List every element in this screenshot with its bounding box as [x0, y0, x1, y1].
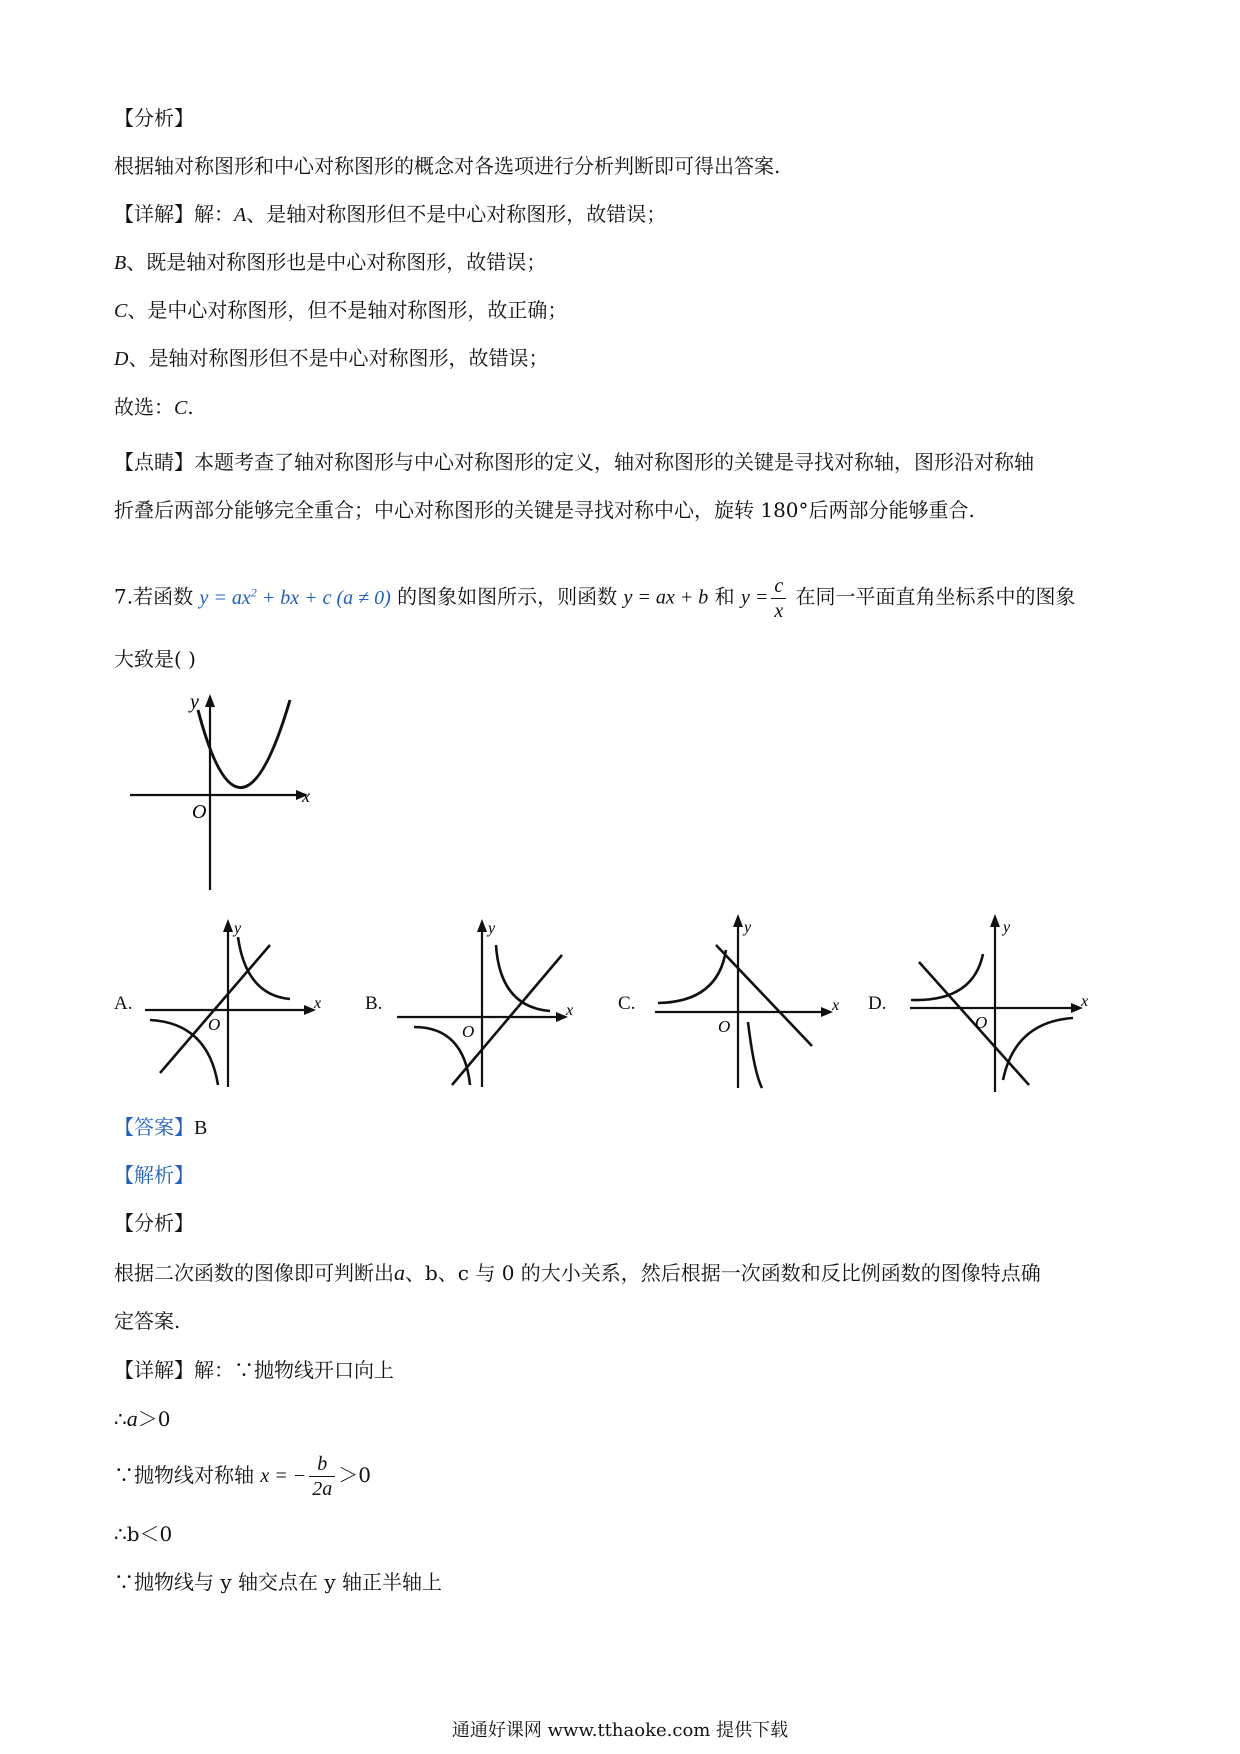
question-mid-2: 和 — [708, 584, 741, 609]
question-mid-1: 的图象如图所示，则函数 — [390, 584, 624, 609]
question-prefix: 7.若函数 — [114, 584, 200, 609]
option-b-letter: B — [114, 252, 127, 274]
option-a-label: A. — [114, 993, 133, 1014]
option-c-letter: C — [114, 300, 128, 322]
choice-suffix: . — [187, 395, 194, 419]
step-2: ∵抛物线对称轴 x = − $\frac{b}{2a}$ ＞0 — [114, 1453, 371, 1500]
detail-line-d — [114, 344, 548, 373]
option-c-text: 、是中心对称图形，但不是轴对称图形，故正确； — [127, 298, 568, 322]
option-b-graph — [392, 915, 582, 1095]
question-end: 在同一平面直角坐标系中的图象 — [789, 584, 1076, 609]
detail-line-c — [114, 296, 567, 325]
step-4: ∵抛物线与 y 轴交点在 y 轴正半轴上 — [114, 1570, 443, 1594]
choice-prefix: 故选： — [114, 395, 174, 419]
svg-text:O: O — [462, 1022, 475, 1041]
svg-text:x: x — [832, 997, 840, 1014]
inverse-function-fraction: $\frac{c}{x}$ — [771, 574, 786, 623]
detail-prefix: 【详解】解： — [114, 202, 234, 226]
svg-text:y: y — [488, 920, 496, 937]
option-c-graph — [650, 910, 850, 1095]
svg-text:O: O — [975, 1013, 988, 1032]
linear-function: y = ax + b — [623, 586, 709, 609]
inverse-function-lhs: y = — [740, 586, 769, 609]
svg-text:y: y — [234, 920, 242, 937]
option-a-graph — [140, 915, 330, 1095]
quadratic-function: $y = ax^2$ + bx + c (a ≠ 0) — [199, 585, 391, 609]
symmetry-axis-fraction: $\frac{b}{2a}$ — [309, 1452, 335, 1501]
answer-tag: 【答案】 — [114, 1115, 194, 1139]
svg-text:x: x — [302, 786, 310, 806]
analysis-heading: 【分析】 — [114, 106, 194, 130]
option-b-text: 、既是轴对称图形也是中心对称图形，故错误； — [126, 250, 547, 274]
svg-text:y: y — [1003, 919, 1011, 936]
answer-value: B — [194, 1117, 208, 1139]
question-line-2: 大致是( ) — [114, 647, 196, 671]
comment-line-2: 折叠后两部分能够完全重合；中心对称图形的关键是寻找对称中心，旋转 180°后两部分能够重合. — [114, 498, 975, 522]
choice-line — [114, 393, 194, 422]
choice-value: C — [174, 397, 188, 419]
option-c-label: C. — [618, 993, 636, 1014]
detail-line-b — [114, 248, 546, 277]
option-a-text: 、是轴对称图形但不是中心对称图形，故错误； — [246, 202, 667, 226]
option-d-label: D. — [868, 993, 887, 1014]
explain-tag: 【解析】 — [114, 1163, 194, 1187]
svg-text:O: O — [208, 1015, 221, 1034]
question-line-1 — [114, 568, 1076, 623]
solution-analysis-heading: 【分析】 — [114, 1211, 194, 1235]
solution-analysis-line-1: 根据二次函数的图像即可判断出a、b、c 与 0 的大小关系，然后根据一次函数和反比例函数的图像特点确 — [114, 1260, 1041, 1285]
step-1: ∴a＞0 — [114, 1406, 171, 1431]
svg-text:x: x — [566, 1002, 574, 1019]
option-b-label: B. — [365, 993, 383, 1014]
option-a-letter: A — [234, 204, 247, 226]
svg-text:x: x — [314, 995, 322, 1012]
page-footer: 通通好课网 www.tthaoke.com 提供下载 — [451, 1720, 789, 1741]
svg-text:O: O — [718, 1017, 731, 1036]
solution-detail-line: 【详解】解：∵抛物线开口向上 — [114, 1358, 394, 1382]
step-3: ∴b＜0 — [114, 1522, 173, 1546]
option-d-text: 、是轴对称图形但不是中心对称图形，故错误； — [128, 346, 549, 370]
analysis-text: 根据轴对称图形和中心对称图形的概念对各选项进行分析判断即可得出答案. — [114, 154, 781, 178]
variable-a: a — [394, 1260, 405, 1285]
svg-text:O: O — [192, 801, 207, 823]
comment-line-1: 【点睛】本题考查了轴对称图形与中心对称图形的定义，轴对称图形的关键是寻找对称轴，图形沿对称轴 — [114, 450, 1034, 474]
detail-line-a — [114, 200, 666, 229]
svg-text:y: y — [190, 691, 199, 713]
solution-analysis-line-2: 定答案. — [114, 1309, 181, 1333]
option-d-graph — [905, 910, 1105, 1095]
svg-text:x: x — [1081, 993, 1089, 1010]
parabola-figure — [120, 690, 320, 900]
svg-text:y: y — [744, 919, 752, 936]
answer-line — [114, 1113, 207, 1142]
option-d-letter: D — [114, 348, 129, 370]
